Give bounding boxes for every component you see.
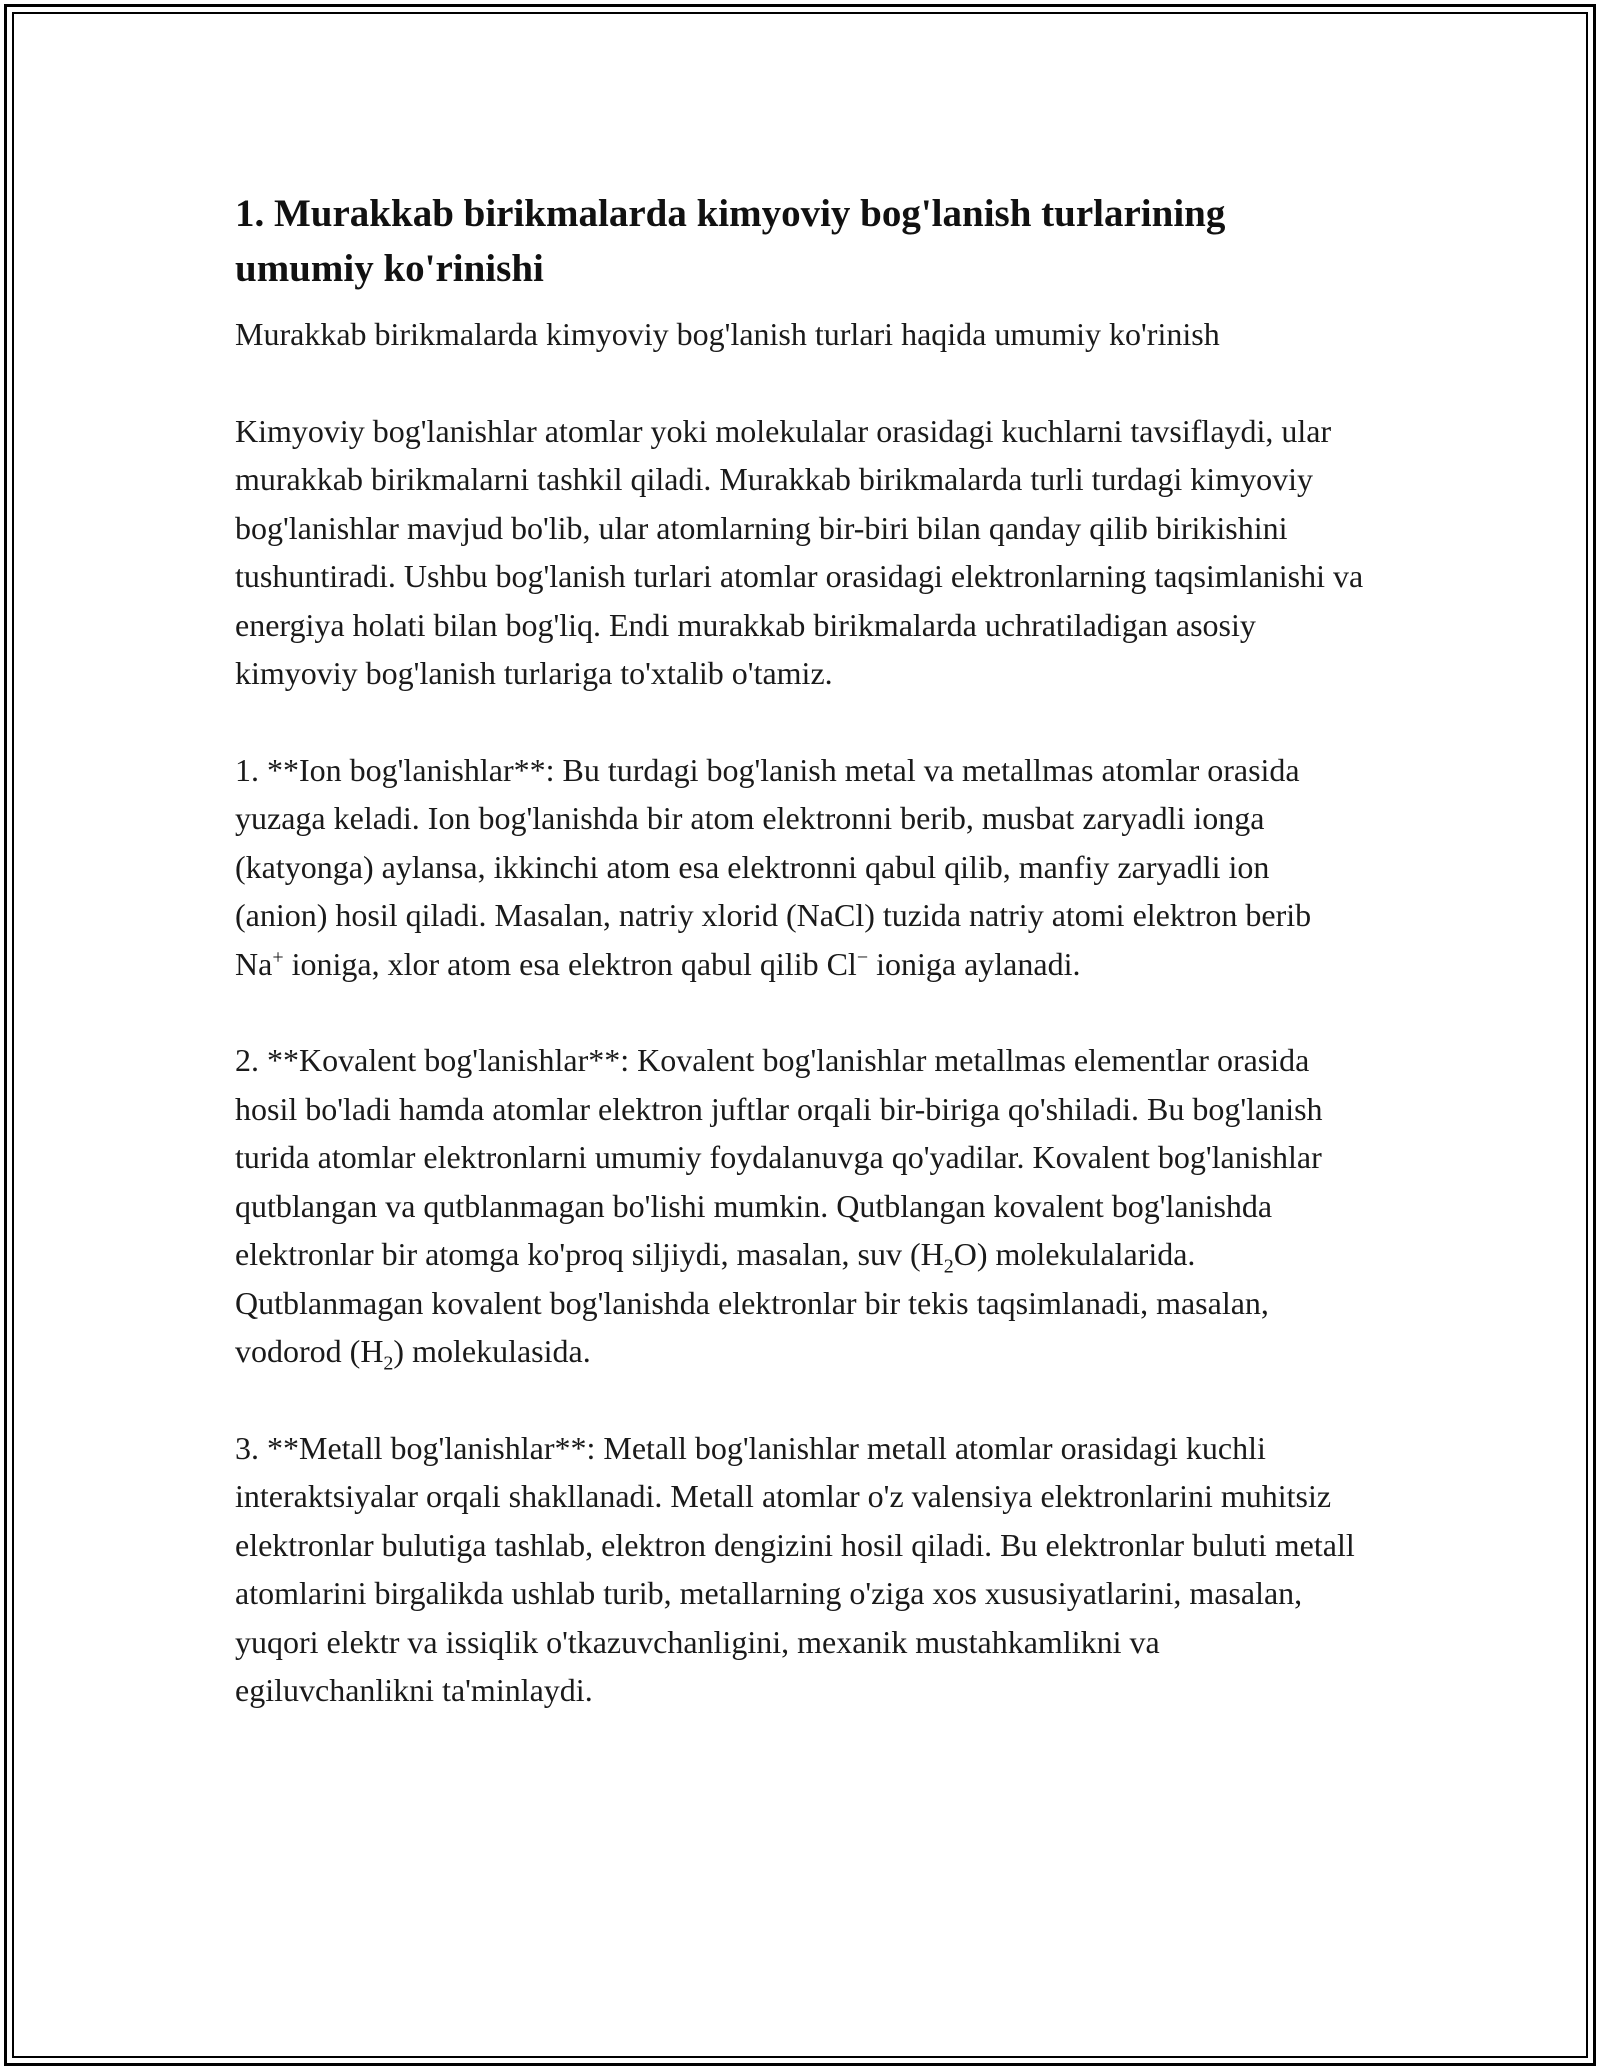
covalent-text-3: ) molekulasida. (393, 1333, 591, 1369)
intro-paragraph: Kimyoviy bog'lanishlar atomlar yoki molekulalar orasidagi kuchlarni tavsiflaydi, ular murakkab birikmalarni tashkil qiladi. Murakkab birikmalarda turli turdagi kimyoviy bog'lanishlar mavjud bo'lib, ular atomlarning bir-biri bilan qanday qilib birikishini tushuntiradi. Ushbu bog'lanish turlari atomlar orasidagi elektronlarning taqsimlanishi va energiya holati bilan bog'liq. Endi murakkab birikmalarda uchratiladigan asosiy kimyoviy bog'lanish turlariga to'xtalib o'tamiz. (235, 412, 1364, 691)
heading-line-1: 1. Murakkab birikmalarda kimyoviy bog'lanish turlarining (235, 192, 1226, 235)
covalent-text-1: 2. **Kovalent bog'lanishlar**: Kovalent bog'lanishlar metallmas elementlar orasida hosil bo'ladi hamda atomlar elektron juftlar orqali bir-biriga qo'shiladi. Bu bog'lanish turida atomlar elektronlarni umumiy foydalanuvga qo'yadilar. Kovalent bog'lanishlar qutblangan va qutblanmagan bo'lishi mumkin. Qutblangan kovalent bog'lanishda elektronlar bir atomga ko'proq siljiydi, masalan, suv (H (235, 1042, 1323, 1272)
covalent-bond-paragraph (235, 1036, 1365, 1376)
na-charge-superscript: + (272, 945, 284, 968)
water-subscript: 2 (943, 1255, 954, 1278)
cl-charge-superscript: − (856, 945, 869, 968)
document-heading (235, 186, 1365, 296)
ionic-text-3: ioniga aylanadi. (868, 945, 1081, 982)
document-body (235, 186, 1365, 1763)
ionic-bond-paragraph (235, 746, 1365, 989)
heading-line-2: umumiy ko'rinishi (235, 247, 544, 290)
subtitle-paragraph: Murakkab birikmalarda kimyoviy bog'lanish turlari haqida umumiy ko'rinish (235, 316, 1220, 352)
ionic-text-1: 1. **Ion bog'lanishlar**: Bu turdagi bog'lanish metal va metallmas atomlar orasida yuzaga keladi. Ion bog'lanishda bir atom elektronni berib, musbat zaryadli ionga (katyonga) aylansa, ikkinchi atom esa elektronni qabul qilib, manfiy zaryadli ion (anion) hosil qiladi. Masalan, natriy xlorid (NaCl) tuzida natriy atomi elektron berib Na (235, 751, 1312, 982)
ionic-text-2: ioniga, xlor atom esa elektron qabul qilib Cl (283, 945, 857, 982)
metallic-bond-paragraph: 3. **Metall bog'lanishlar**: Metall bog'lanishlar metall atomlar orasidagi kuchli interaktsiyalar orqali shakllanadi. Metall atomlar o'z valensiya elektronlarini muhitsiz elektronlar bulutiga tashlab, elektron dengizini hosil qiladi. Bu elektronlar buluti metall atomlarini birgalikda ushlab turib, metallarning o'ziga xos xususiyatlarini, masalan, yuqori elektr va issiqlik o'tkazuvchanligini, mexanik mustahkamlikni va egiluvchanlikni ta'minlaydi. (235, 1429, 1355, 1708)
covalent-text-2: O) molekulalarida. Qutblanmagan kovalent bog'lanishda elektronlar bir tekis taqsimlanadi, masalan, vodorod (H (235, 1236, 1269, 1369)
hydrogen-subscript: 2 (383, 1352, 394, 1375)
